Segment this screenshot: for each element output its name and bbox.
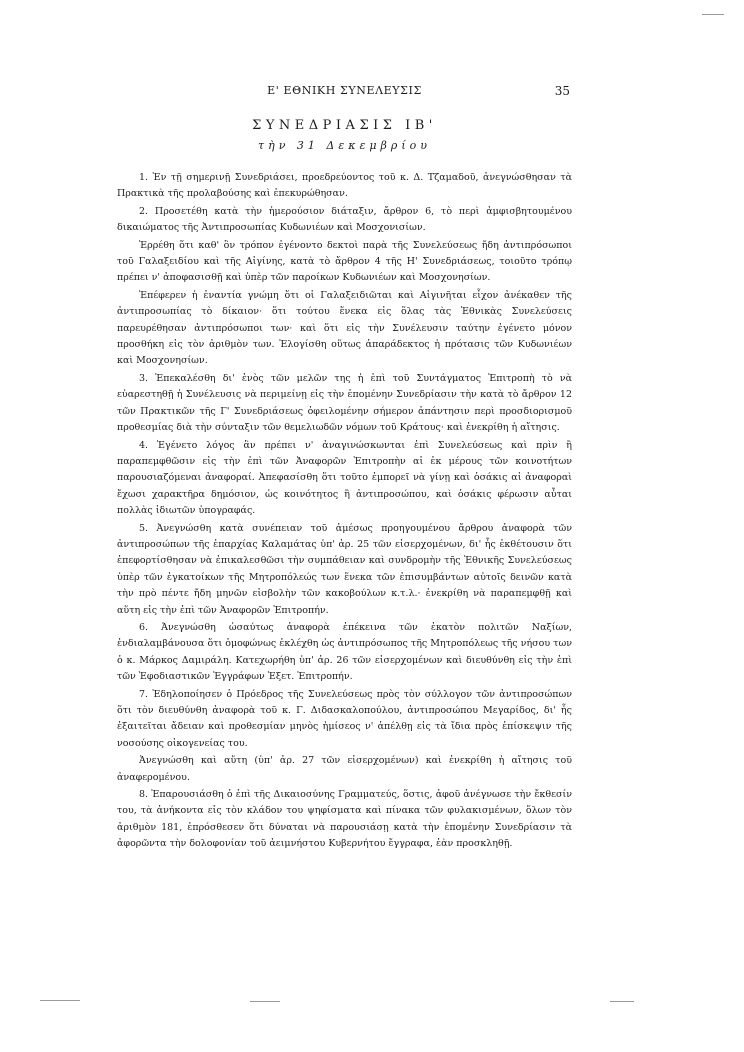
paragraph-4: Ἐπέφερεν ἡ ἐναντία γνώμη ὅτι οἱ Γαλαξειδιῶται καὶ Αἰγινῆται εἶχον ἀνέκαθεν τῆς ἀντιπροσωπίας τὸ δίκαιον· ὅτι τούτου ἕνεκα εἰς ὅλας τὰς Ἐθνικὰς Συνελεύσεις παρευρέθησαν ἀντιπρόσωποι των· καὶ ὅτι εἰς τὴν Συνέλευσιν ταύτην ἐγένετο μόνον προσθήκη εἰς τὸν ἀριθμὸν των. Ἐλογίσθη οὕτως ἀπαράδεκτος ἡ πρότασις τῶν Κυδωνιέων καὶ Μοσχονησίων. <box>117 289 572 367</box>
paragraph-8: 6. Ἀνεγνώσθη ὡσαύτως ἀναφορὰ ἐπέκεινα τῶν ἑκατὸν πολιτῶν Ναξίων, ἐνδιαλαμβάνουσα ὅτι ὁμοφώνως ἐκλέχθη ὡς ἀντιπρόσωπος τῆς Μητροπόλεως τῆς νήσου των ὁ κ. Μάρκος Δαμιράλη. Κατεχωρήθη ὑπ' ἀρ. 26 τῶν εἰσερχομένων καὶ διευθύνθη εἰς τὴν ἐπὶ τῶν Ἐφοδιαστικῶν Ἐγγράφων Ἐξετ. Ἐπιτροπήν. <box>117 621 572 683</box>
scan-edge-mark-top-right <box>702 14 724 15</box>
scan-edge-mark-bottom-center <box>250 1001 280 1002</box>
paragraph-2: 2. Προσετέθη κατὰ τὴν ἡμερούσιον διάταξιν, ἄρθρον 6, τὸ περὶ ἀμφισβητουμένου δικαιώματος τῆς Ἀντιπροσωπίας Κυδωνιέων καὶ Μοσχονισίων. <box>117 205 572 234</box>
paragraph-10: Ἀνεγνώσθη καὶ αὕτη (ὑπ' ἀρ. 27 τῶν εἰσερχομένων) καὶ ἐνεκρίθη ἡ αἴτησις τοῦ ἀναφερομένου. <box>117 755 572 783</box>
minutes-body <box>117 170 572 854</box>
paragraph-7: 5. Ἀνεγνώσθη κατὰ συνέπειαν τοῦ ἀμέσως προηγουμένου ἄρθρου ἀναφορὰ τῶν ἀντιπροσώπων τῆς ἐπαρχίας Καλαμάτας ὑπ' ἀρ. 25 τῶν εἰσερχομένων, δι' ἧς ἐκθέτουσιν ὅτι ἐπεφορτίσθησαν νὰ ἐπικαλεσθῶσι τὴν συμπάθειαν καὶ συνδρομὴν τῆς Ἐθνικῆς Συνελεύσεως ὑπὲρ τῶν ἐγκατοίκων τῆς Μητροπόλεώς των ἕνεκα τῶν ἐπισυμβάντων αὐτοῖς δεινῶν κατὰ τὴν πρὸ πέντε ἤδη μηνῶν εἰσβολὴν τῶν κακοβούλων κ.τ.λ.· ἐνεκρίθη νὰ παραπεμφθῇ καὶ αὕτη εἰς τὴν ἐπὶ τῶν Ἀναφορῶν Ἐπιτροπήν. <box>117 522 572 616</box>
running-title: Ε' ΕΘΝΙΚΗ ΣΥΝΕΛΕΥΣΙΣ <box>267 84 422 97</box>
page-number: 35 <box>554 84 570 98</box>
scan-edge-mark-bottom-right <box>610 1001 634 1002</box>
paragraph-9: 7. Ἐδηλοποίησεν ὁ Πρόεδρος τῆς Συνελεύσεως πρὸς τὸν σύλλογον τῶν ἀντιπροσώπων ὅτι τὸν διευθύνθη ἀναφορὰ τοῦ κ. Γ. Διδασκαλοπούλου, ἀντιπροσώπου Μεγαρίδος, δι' ἧς ἐξαιτεῖται ἄδειαν καὶ προθεσμίαν μηνὸς ἡμίσεος ν' ἀπέλθῃ εἰς τὰ ἴδια πρὸς ἐπίσκεψιν τῆς νοσούσης οἰκογενείας του. <box>117 688 572 749</box>
scan-edge-mark-bottom-left <box>40 1000 80 1001</box>
session-title: ΣΥΝΕΔΡΙΑΣΙΣ ΙΒ' <box>252 118 437 133</box>
paragraph-11: 8. Ἐπαρουσιάσθη ὁ ἐπὶ τῆς Δικαιοσύνης Γραμματεύς, ὅστις, ἀφοῦ ἀνέγνωσε τὴν ἔκθεσίν του, τὰ ἀνήκοντα εἰς τὸν κλάδον του ψηφίσματα καὶ πίνακα τῶν φυλακισμένων, ὅλων τὸν ἀριθμὸν 181, ἐπρόσθεσεν ὅτι δύναται νὰ παρουσιάσῃ κατὰ τὴν ἑπομένην Συνεδρίασιν τὰ ἀφορῶντα τὴν δολοφονίαν τοῦ ἀειμνήστου Κυβερνήτου ἔγγραφα, ἐὰν προσκληθῇ. <box>117 789 572 850</box>
session-date: τὴν 31 Δεκεμβρίου <box>258 139 431 152</box>
paragraph-5: 3. Ἐπεκαλέσθη δι' ἑνὸς τῶν μελῶν της ἡ ἐπὶ τοῦ Συντάγματος Ἐπιτροπὴ τὸ νὰ εὐαρεστηθῇ ἡ Συνέλευσις νὰ περιμείνῃ εἰς τὴν ἑπομένην Συνεδρίασιν τὴν κατὰ τὸ ἄρθρον 12 τῶν Πρακτικῶν τῆς Γ' Συνεδριάσεως ὀφειλομένην σήμερον ἀπάντησιν περὶ προσδιορισμοῦ προθεσμίας διὰ τὴν σύνταξιν τῶν θεμελιωδῶν νόμων τοῦ Κράτους· καὶ ἐνεκρίθη ἡ αἴτησις. <box>117 372 572 434</box>
paragraph-1: 1. Ἐν τῇ σημερινῇ Συνεδριάσει, προεδρεύοντος τοῦ κ. Δ. Τζαμαδοῦ, ἀνεγνώσθησαν τὰ Πρακτικὰ τῆς προλαβούσης καὶ ἐπεκυρώθησαν. <box>117 172 572 200</box>
paragraph-3: Ἐρρέθη ὅτι καθ' ὃν τρόπον ἐγένοντο δεκτοὶ παρὰ τῆς Συνελεύσεως ἤδη ἀντιπρόσωποι τοῦ Γαλαξειδίου καὶ τῆς Αἰγίνης, κατὰ τὸ ἄρθρον 4 τῆς Η' Συνεδριάσεως, τοιοῦτο τρόπῳ πρέπει ν' ἀποφασισθῇ καὶ ὑπὲρ τῶν παροίκων Κυδωνιέων καὶ Μοσχονησίων. <box>117 239 572 284</box>
paragraph-6: 4. Ἐγένετο λόγος ἂν πρέπει ν' ἀναγινώσκωνται ἐπὶ Συνελεύσεως καὶ πρὶν ἢ παραπεμφθῶσιν εἰς τὴν ἐπὶ τῶν Ἀναφορῶν Ἐπιτροπὴν αἱ ἐκ μέρους τῶν κοινοτήτων παρουσιαζόμεναι ἀναφοραί. Ἀπεφασίσθη ὅτι τοῦτο ἐμπορεῖ νὰ γίνῃ καὶ ὁσάκις αἱ ἀναφοραὶ ἔχωσι χαρακτῆρα δημόσιον, ὡς κοινότητος ἢ ἀντιπροσώπου, καὶ ὁσάκις φέρωσιν αὗται πολλὰς ἰδιωτῶν ὑπογραφάς. <box>117 439 572 517</box>
page-header <box>117 84 572 100</box>
